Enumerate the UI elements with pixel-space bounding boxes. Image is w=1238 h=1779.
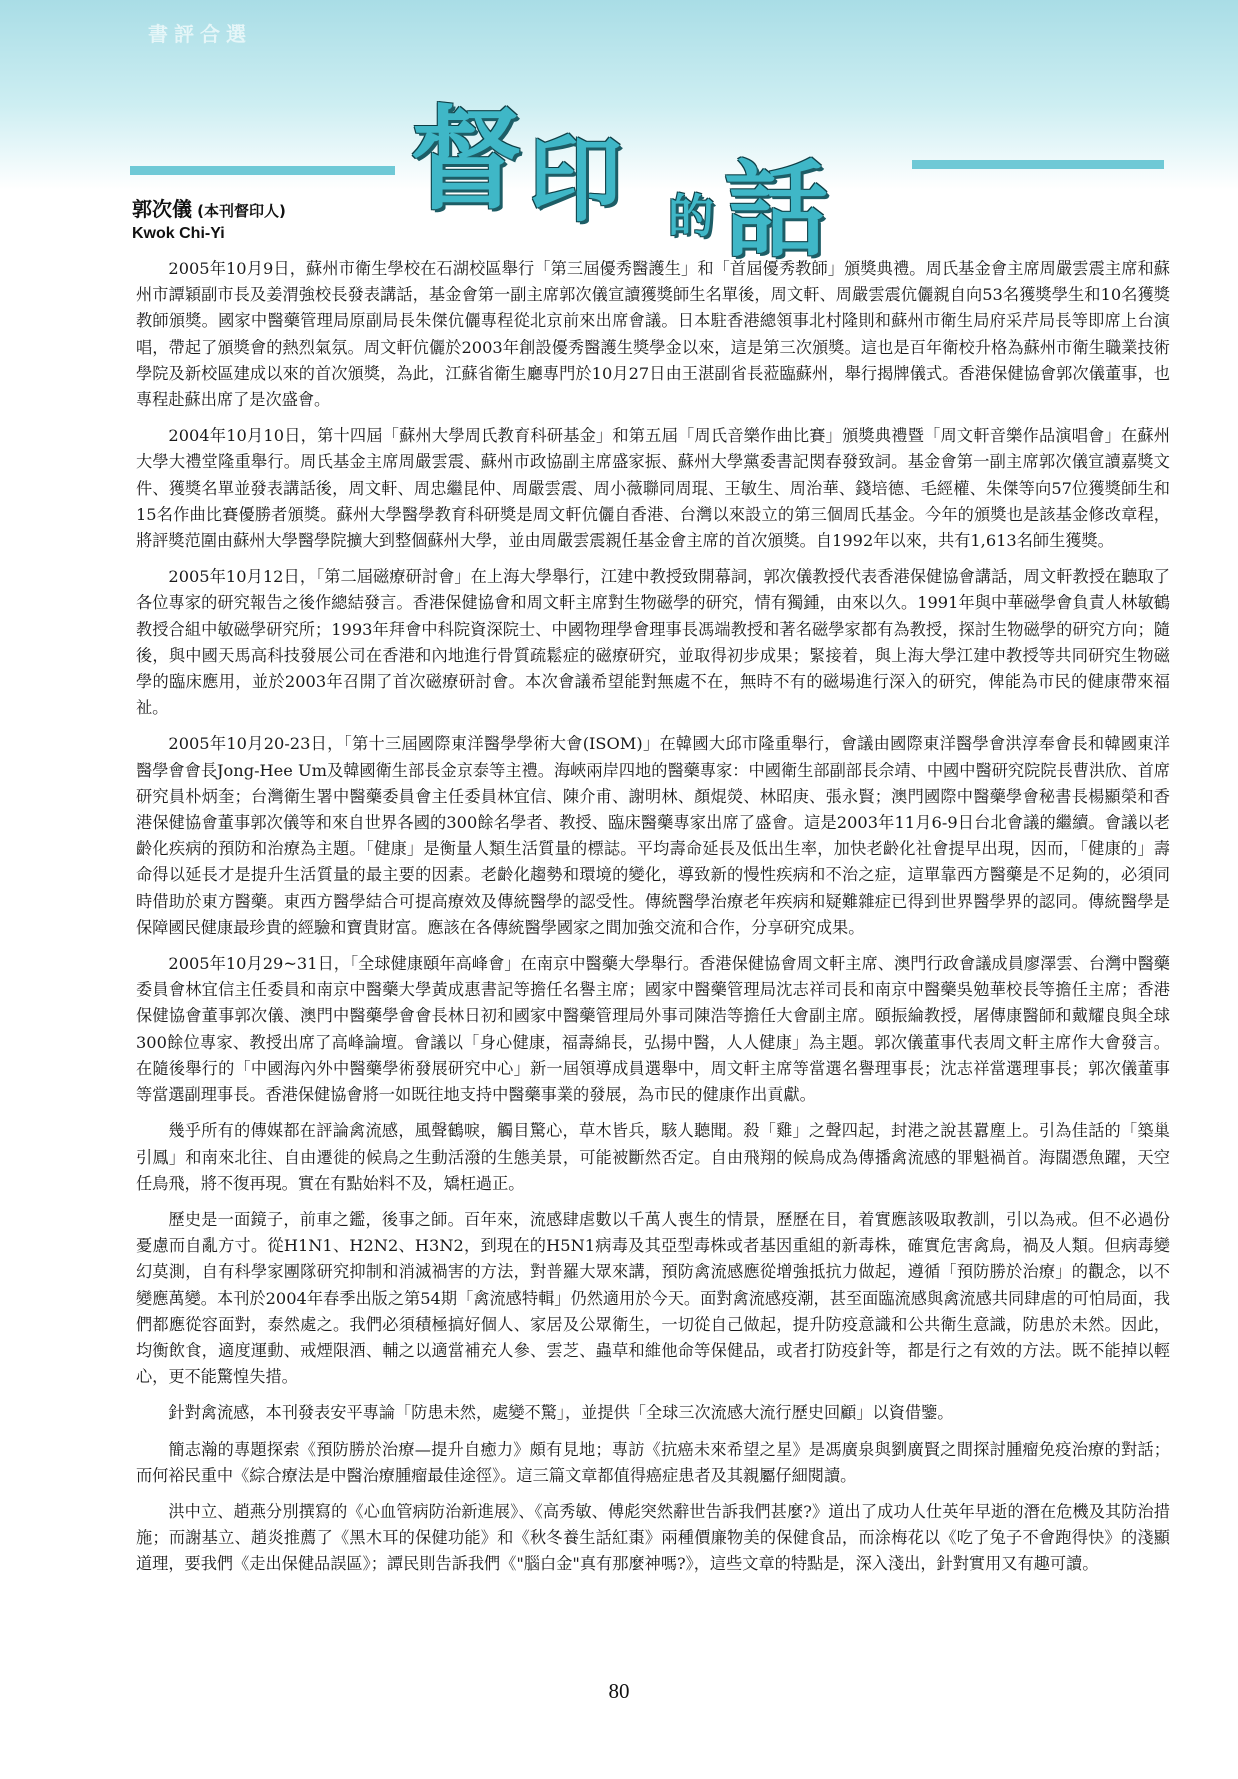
title-rule-left [130,166,395,175]
author-name-english: Kwok Chi-Yi [132,225,225,242]
paragraph: 簡志瀚的專題探索《預防勝於治療—提升自癒力》頗有見地；專訪《抗癌未來希望之星》是馮廣泉與劉廣賢之間探討腫瘤免疫治療的對話；而何裕民重中《綜合療法是中醫治療腫瘤最佳途徑》。這三篇文章都值得癌症患者及其親屬仔細閱讀。 [136,1439,1170,1485]
paragraph: 針對禽流感，本刊發表安平專論「防患未然，處變不驚」，並提供「全球三次流感大流行歷史回顧」以資借鑒。 [168,1403,954,1423]
title-char-3: 的 [668,189,714,243]
title-char-4: 話 [724,149,829,271]
page-title [410,70,890,271]
paragraph: 2005年10月12日，「第二屆磁療研討會」在上海大學舉行，江建中教授致開幕詞，郭次儀教授代表香港保健協會講話，周文軒教授在聽取了各位專家的研究報告之後作總結發言。香港保健協會和周文軒主席對生物磁學的研究，情有獨鍾，由來以久。1991年與中華磁學會負責人林敏鶴教授合組中敏磁學研究所；1993年拜會中科院資深院士、中國物理學會理事長馮端教授和著名磁學家都有為教授，探討生物磁學的研究方向；隨後，與中國天馬高科技發展公司在香港和內地進行骨質疏鬆症的磁療研究，並取得初步成果；緊接着，與上海大學江建中教授等共同研究生物磁學的臨床應用，並於2003年召開了首次磁療研討會。本次會議希望能對無處不在，無時不有的磁場進行深入的研究，俾能為市民的健康帶來福祉。 [136,567,1170,718]
title-char-2: 印 [528,126,623,235]
article-body [136,256,1170,1588]
author-role: (本刊督印人) [197,202,286,220]
author-name: 郭次儀 [132,197,192,221]
paragraph: 2005年10月20-23日，「第十三屆國際東洋醫學學術大會(ISOM)」在韓國大邱市隆重舉行，會議由國際東洋醫學會洪淳奉會長和韓國東洋醫學會會長Jong-Hee Um及韓國衛生部長金京泰等主禮。海峽兩岸四地的醫藥專家：中國衛生部副部長佘靖、中國中醫研究院院長曹洪欣、首席研究員朴炳奎；台灣衛生署中醫藥委員會主任委員林宜信、陳介甫、謝明林、顏焜熒、林昭庚、張永賢；澳門國際中醫藥學會秘書長楊顯榮和香港保健協會董事郭次儀等和來自世界各國的300餘名學者、教授、臨床醫藥專家出席了盛會。這是2003年11月6-9日台北會議的繼續。會議以老齡化疾病的預防和治療為主題。「健康」是衡量人類生活質量的標誌。平均壽命延長及低出生率，加快老齡化社會提早出現，因而，「健康的」壽命得以延長才是提升生活質量的最主要的因素。老齡化趨勢和環境的變化，導致新的慢性疾病和不治之症，這單靠西方醫藥是不足夠的，必須同時借助於東方醫藥。東西方醫學結合可提高療效及傳統醫學的認受性。傳統醫學治療老年疾病和疑難雜症已得到世界醫學界的認同。傳統醫學是保障國民健康最珍貴的經驗和寶貴財富。應該在各傳統醫學國家之間加強交流和合作，分享研究成果。 [136,734,1170,937]
paragraph: 歷史是一面鏡子，前車之鑑，後事之師。百年來，流感肆虐數以千萬人喪生的情景，歷歷在目，着實應該吸取教訓，引以為戒。但不必過份憂慮而自亂方寸。從H1N1、H2N2、H3N2，到現在的H5N1病毒及其亞型毒株或者基因重組的新毒株，確實危害禽鳥，禍及人類。但病毒變幻莫測，自有科學家團隊研究抑制和消滅禍害的方法，對普羅大眾來講，預防禽流感應從增強抵抗力做起，遵循「預防勝於治療」的觀念，以不變應萬變。本刊於2004年春季出版之第54期「禽流感特輯」仍然適用於今天。面對禽流感疫潮，甚至面臨流感與禽流感共同肆虐的可怕局面，我們都應從容面對，泰然處之。我們必須積極搞好個人、家居及公眾衛生，一切從自己做起，提升防疫意識和公共衛生意識，防患於未然。因此，均衡飲食，適度運動、戒煙限酒、輔之以適當補充人參、雲芝、蟲草和維他命等保健品，或者打防疫針等，都是行之有效的方法。既不能掉以輕心，更不能驚惶失措。 [136,1209,1170,1387]
header-watermark: 書評合選 [148,22,252,46]
page-number: 80 [608,1679,630,1703]
title-char-1: 督 [410,95,522,225]
paragraph: 洪中立、趙燕分別撰寫的《心血管病防治新進展》、《高秀敏、傅彪突然辭世告訴我們甚麼?》道出了成功人仕英年早逝的潛在危機及其防治措施；而謝基立、趙炎推薦了《黑木耳的保健功能》和《秋冬養生話紅棗》兩種價廉物美的保健食品，而涂梅花以《吃了兔子不會跑得快》的淺顯道理，要我們《走出保健品誤區》；譚民則告訴我們《"腦白金"真有那麼神嗎?》，這些文章的特點是，深入淺出，針對實用又有趣可讀。 [136,1501,1170,1574]
paragraph: 2005年10月9日，蘇州市衛生學校在石湖校區舉行「第三屆優秀醫護生」和「首屆優秀教師」頒獎典禮。周氏基金會主席周嚴雲震主席和蘇州市譚穎副市長及姜渭強校長發表講話，基金會第一副主席郭次儀宣讀獲獎師生名單後，周文軒、周嚴雲震伉儷親自向53名獲獎學生和10名獲獎教師頒獎。國家中醫藥管理局原副局長朱傑伉儷專程從北京前來出席會議。日本駐香港總領事北村隆則和蘇州市衛生局府采芹局長等即席上台演唱，帶起了頒獎會的熱烈氣氛。周文軒伉儷於2003年創設優秀醫護生獎學金以來，這是第三次頒獎。這也是百年衛校升格為蘇州市衛生職業技術學院及新校區建成以來的首次頒獎，為此，江蘇省衛生廳專門於10月27日由王湛副省長蒞臨蘇州，舉行揭牌儀式。香港保健協會郭次儀董事，也專程赴蘇出席了是次盛會。 [136,259,1170,410]
paragraph: 幾乎所有的傳媒都在評論禽流感，風聲鶴唳，觸目驚心，草木皆兵，駭人聽聞。殺「雞」之聲四起，封港之說甚囂塵上。引為佳話的「築巢引鳳」和南來北往、自由遷徙的候鳥之生動活潑的生態美景，可能被斷然否定。自由飛翔的候鳥成為傳播禽流感的罪魁禍首。海闊憑魚躍，天空任鳥飛，將不復再現。實在有點始料不及，矯枉過正。 [136,1121,1170,1193]
title-rule-right [912,160,1164,169]
author-block [132,193,286,243]
paragraph: 2004年10月10日，第十四屆「蘇州大學周氏教育科研基金」和第五屆「周氏音樂作曲比賽」頒獎典禮暨「周文軒音樂作品演唱會」在蘇州大學大禮堂隆重舉行。周氏基金主席周嚴雲震、蘇州市政協副主席盛家振、蘇州大學黨委書記関春發致詞。基金會第一副主席郭次儀宣讀嘉獎文件、獲獎名單並發表講話後，周文軒、周忠繼昆仲、周嚴雲震、周小薇聯同周琨、王敏生、周治華、錢培德、毛經權、朱傑等向57位獲獎師生和15名作曲比賽優勝者頒獎。蘇州大學醫學教育科研獎是周文軒伉儷自香港、台灣以來設立的第三個周氏基金。今年的頒獎也是該基金修改章程，將評獎范圍由蘇州大學醫學院擴大到整個蘇州大學，並由周嚴雲震親任基金會主席的首次頒獎。自1992年以來，共有1,613名師生獲獎。 [136,426,1170,551]
paragraph: 2005年10月29~31日，「全球健康頤年高峰會」在南京中醫藥大學舉行。香港保健協會周文軒主席、澳門行政會議成員廖澤雲、台灣中醫藥委員會林宜信主任委員和南京中醫藥大學黃成惠書記等擔任名譽主席；國家中醫藥管理局沈志祥司長和南京中醫藥吳勉華校長等擔任主席；香港保健協會董事郭次儀、澳門中醫藥學會會長林日初和國家中醫藥管理局外事司陳浩等擔任大會副主席。頤振綸教授，屠傳康醫師和戴耀良與全球300餘位專家、教授出席了高峰論壇。會議以「身心健康，福壽綿長，弘揚中醫，人人健康」為主題。郭次儀董事代表周文軒主席作大會發言。在隨後舉行的「中國海內外中醫藥學術發展研究中心」新一屆領導成員選舉中，周文軒主席等當選名譽理事長；沈志祥當選理事長；郭次儀董事等當選副理事長。香港保健協會將一如既往地支持中醫藥事業的發展，為市民的健康作出貢獻。 [136,954,1170,1105]
